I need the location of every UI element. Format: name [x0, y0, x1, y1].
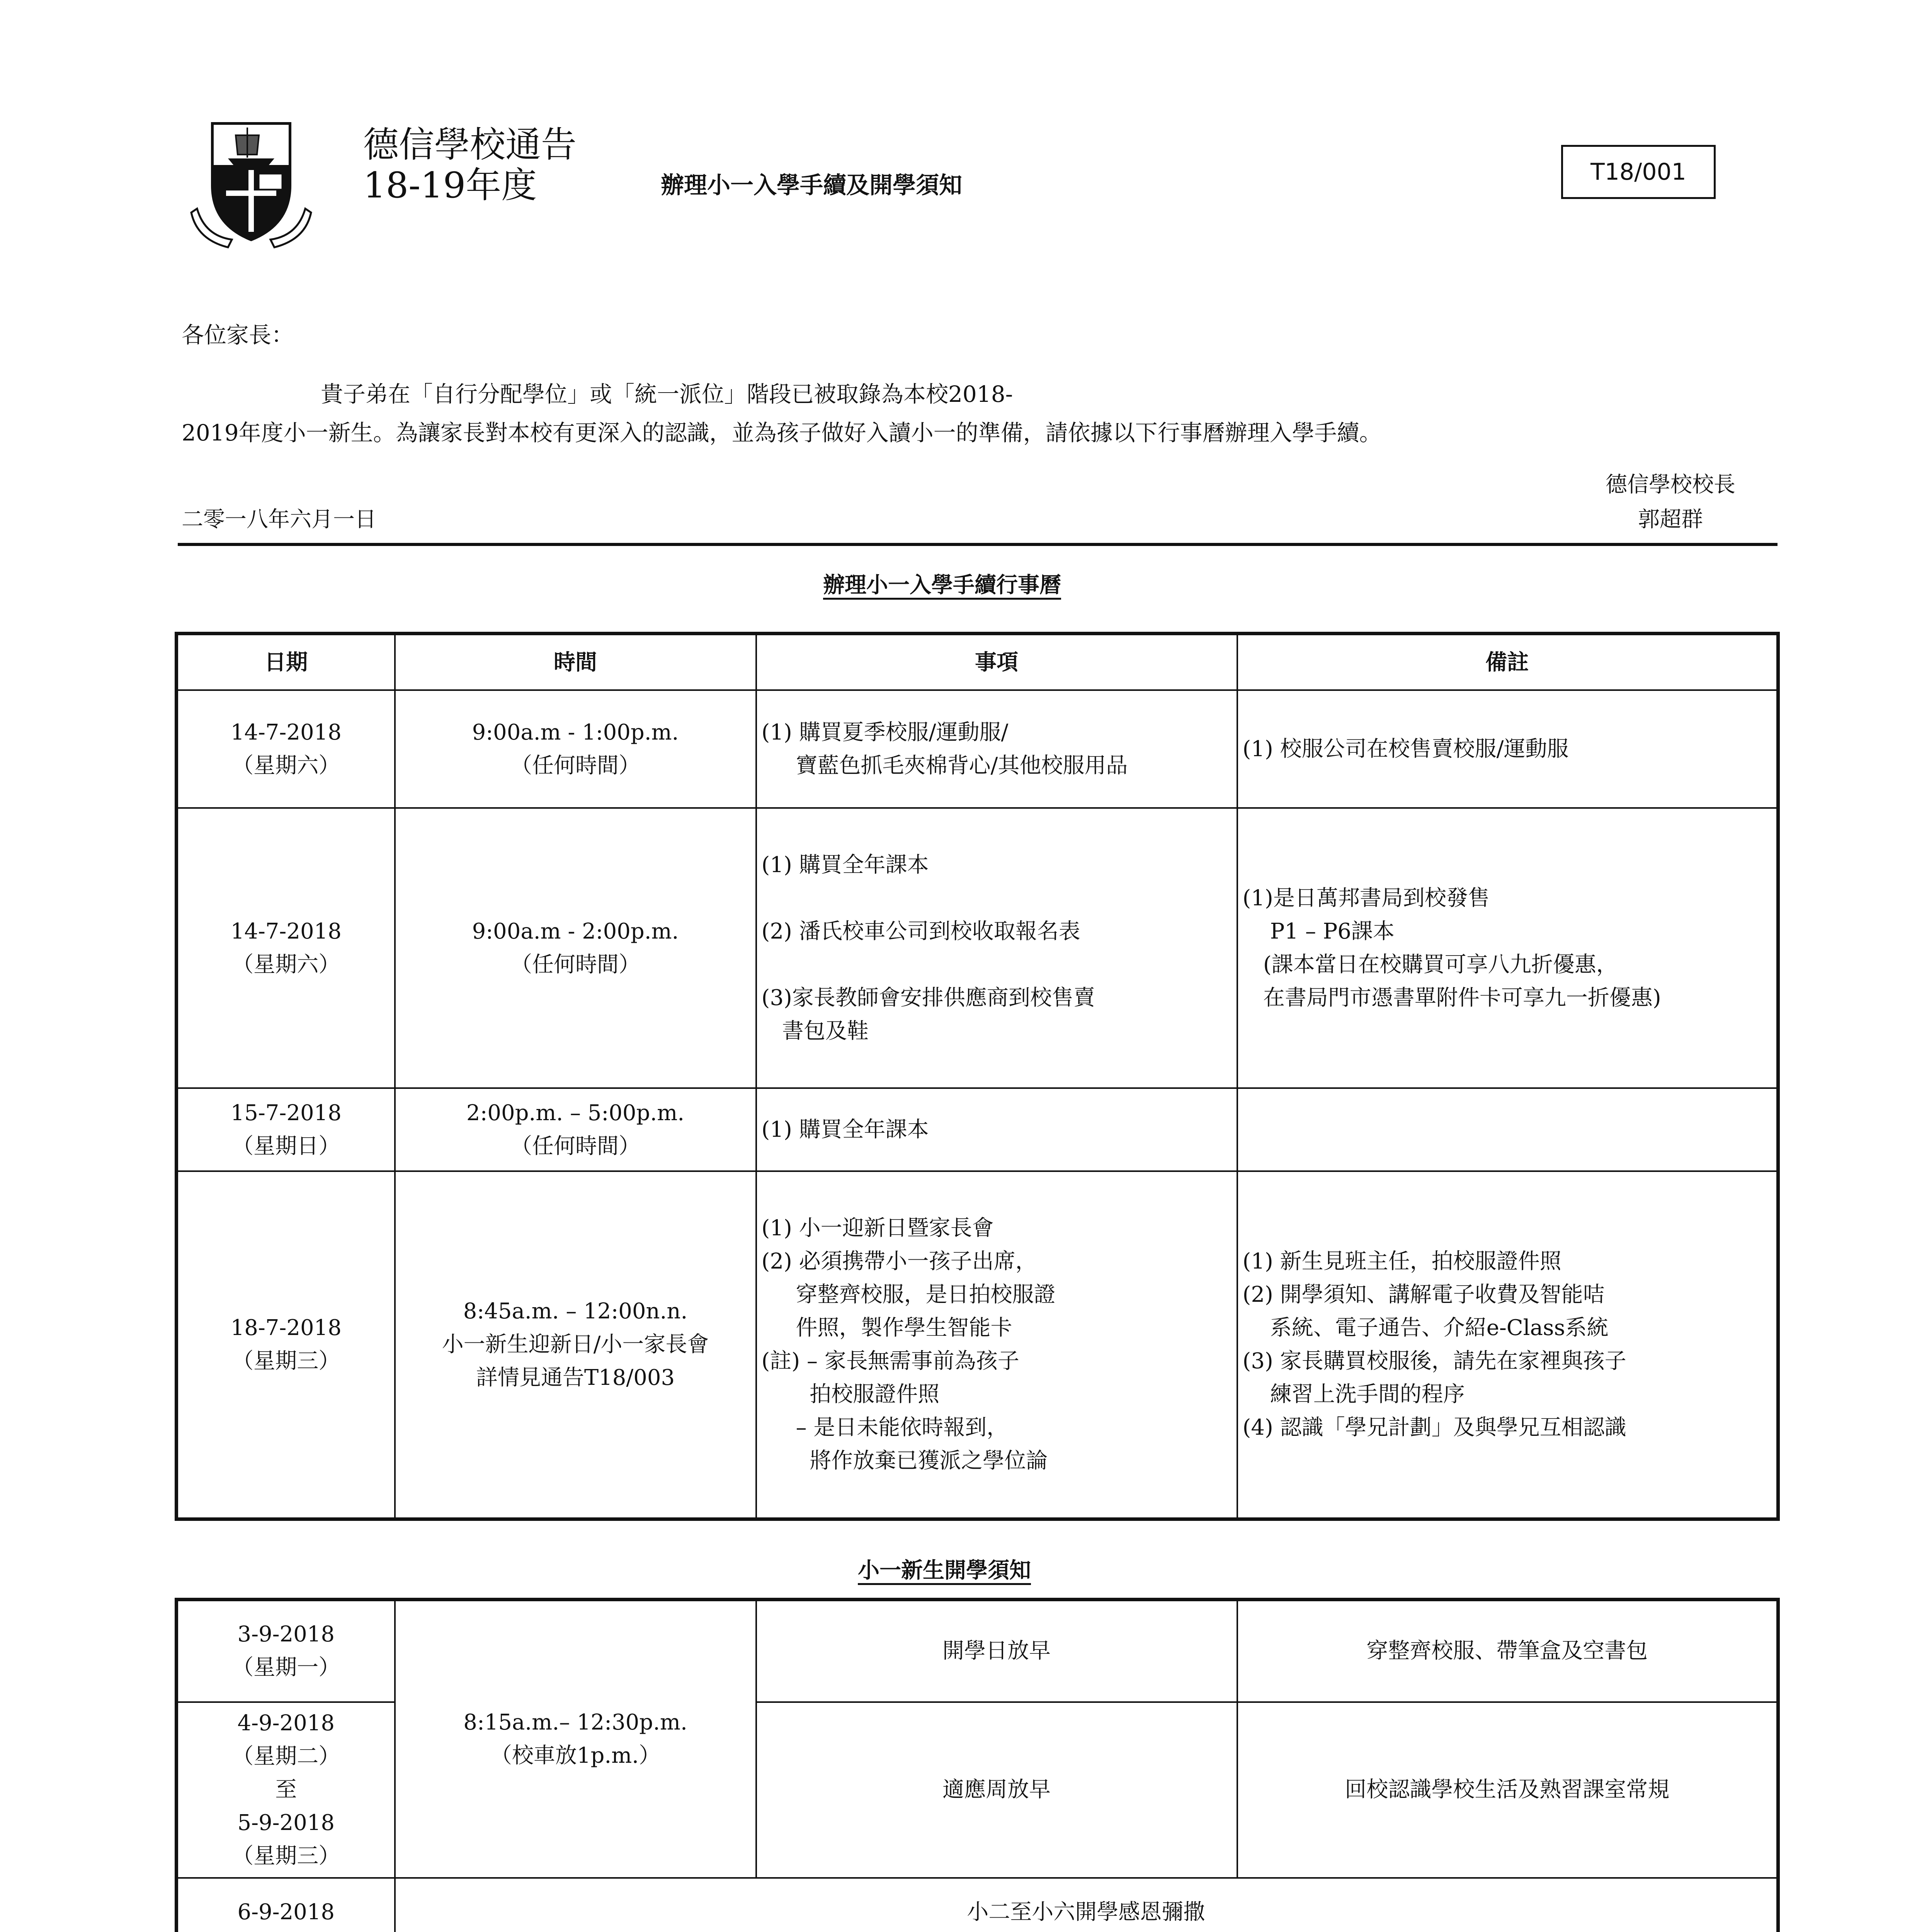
cell-line: (4) 認識「學兄計劃」及與學兄互相認識: [1242, 1415, 1626, 1440]
merged-cell: [395, 1878, 1778, 1932]
cell-line: 系統、電子通告、介紹e-Class系統: [1242, 1315, 1609, 1340]
school-name: 德信學校通告: [363, 124, 577, 165]
header-notes: 備註: [1237, 634, 1778, 690]
cell-line: (2) 開學須知、講解電子收費及智能咭: [1242, 1282, 1605, 1307]
notice-title: 辦理小一入學手續及開學須知: [661, 172, 962, 199]
cell-line: (2) 必須携帶小一孩子出席，: [761, 1248, 1037, 1274]
item-cell: 開學日放早: [756, 1600, 1237, 1702]
header-item: 事項: [756, 634, 1237, 690]
item-cell: [756, 1088, 1237, 1171]
cell-line: 4-9-2018: [237, 1711, 335, 1736]
table-row: [177, 1878, 1778, 1932]
table-header-row: [177, 634, 1778, 690]
signer-name: 郭超群: [1638, 507, 1703, 532]
date-cell: [177, 1600, 395, 1702]
cell-line: [396, 1929, 1777, 1932]
cell-line: 18-7-2018: [230, 1315, 342, 1340]
cell-line: 在書局門市憑書單附件卡可享九一折優惠): [1242, 985, 1661, 1010]
cell-line: P1 – P6課本: [1242, 918, 1395, 944]
notes-cell: 穿整齊校服、帶筆盒及空書包: [1237, 1600, 1778, 1702]
item-cell: [756, 808, 1237, 1088]
item-cell: [756, 1171, 1237, 1519]
time-cell: [395, 808, 756, 1088]
cell-line: （星期日）: [232, 1133, 340, 1159]
cell-line: （校車放1p.m.）: [490, 1743, 661, 1768]
cell-line: (3)家長教師會安排供應商到校售賣: [761, 985, 1095, 1010]
cell-line: (1) 新生見班主任，拍校服證件照: [1242, 1248, 1561, 1274]
cell-line: (1) 購買全年課本: [761, 1117, 929, 1142]
time-cell: [395, 690, 756, 808]
cell-line: 練習上洗手間的程序: [1242, 1381, 1465, 1407]
notes-cell: [1237, 690, 1778, 808]
cell-line: 將作放棄已獲派之學位論: [761, 1448, 1048, 1473]
cell-line: (課本當日在校購買可享八九折優惠，: [1242, 952, 1618, 977]
notes-cell: [1237, 1171, 1778, 1519]
cell-line: [178, 1929, 394, 1932]
notes-cell: 回校認識學校生活及熟習課室常規: [1237, 1702, 1778, 1878]
cell-line: 穿整齊校服，是日拍校服證: [761, 1282, 1056, 1307]
section-title-schedule: 辦理小一入學手續行事曆: [823, 572, 1061, 598]
item-cell: 適應周放早: [756, 1702, 1237, 1878]
cell-line: （星期一）: [232, 1655, 340, 1680]
time-cell: [395, 1600, 756, 1878]
cell-line: （任何時間）: [510, 753, 640, 778]
cell-line: 9:00a.m - 1:00p.m.: [472, 719, 679, 745]
table-row: [177, 1171, 1778, 1519]
cell-line: 14-7-2018: [230, 719, 342, 745]
school-start-table: [175, 1598, 1780, 1932]
school-year: 18-19年度: [363, 165, 537, 206]
cell-line: (1)是日萬邦書局到校發售: [1242, 885, 1490, 911]
header-time: 時間: [395, 634, 756, 690]
cell-line: （星期六）: [232, 952, 340, 977]
cell-line: 6-9-2018: [237, 1900, 335, 1925]
cell-line: (2) 潘氏校車公司到校收取報名表: [761, 918, 1080, 944]
notice-number: T18/001: [1590, 158, 1686, 185]
date-cell: [177, 1702, 395, 1878]
table-row: [177, 690, 1778, 808]
cell-line: （星期三）: [232, 1844, 340, 1869]
date-cell: [177, 1878, 395, 1932]
section-title-school-start: 小一新生開學須知: [858, 1558, 1031, 1583]
cell-line: 小一新生迎新日/小一家長會: [442, 1332, 709, 1357]
cell-line: （任何時間）: [510, 952, 640, 977]
notice-number-box: [1561, 145, 1716, 199]
cell-line: – 是日未能依時報到，: [761, 1415, 1009, 1440]
cell-line: 8:15a.m.– 12:30p.m.: [463, 1709, 687, 1735]
time-cell: [395, 1088, 756, 1171]
cell-line: 9:00a.m - 2:00p.m.: [472, 918, 679, 944]
date-cell: [177, 808, 395, 1088]
cell-line: (1) 校服公司在校售賣校服/運動服: [1242, 736, 1569, 762]
signature-block: [1606, 468, 1735, 537]
enrolment-schedule-table: [175, 632, 1780, 1521]
cell-line: (1) 購買全年課本: [761, 852, 929, 878]
cell-line: (3) 家長購買校服後，請先在家裡與孩子: [1242, 1348, 1626, 1374]
time-cell: [395, 1171, 756, 1519]
table-row: [177, 808, 1778, 1088]
divider: [178, 543, 1778, 546]
cell-line: 書包及鞋: [761, 1018, 869, 1044]
cell-line: 2:00p.m. – 5:00p.m.: [466, 1100, 685, 1126]
paragraph-line: 2019年度小一新生。為讓家長對本校有更深入的認識，並為孩子做好入讀小一的準備，請依據以下行事曆辦理入學手續。: [182, 420, 1382, 446]
cell-line: (1) 購買夏季校服/運動服/: [761, 719, 1009, 745]
paragraph-line: 貴子弟在「自行分配學位」或「統一派位」階段已被取錄為本校2018-: [321, 381, 1013, 407]
salutation: 各位家長：: [182, 322, 294, 348]
date-cell: [177, 690, 395, 808]
cell-line: 詳情見通告T18/003: [476, 1365, 675, 1390]
signer-title: 德信學校校長: [1606, 472, 1735, 497]
table-row: [177, 1088, 1778, 1171]
item-cell: [756, 690, 1237, 808]
cell-line: [762, 948, 1237, 981]
school-crest-logo: [189, 112, 313, 251]
cell-line: （星期二）: [232, 1744, 340, 1769]
cell-line: 8:45a.m. – 12:00n.n.: [463, 1298, 688, 1324]
cell-line: 拍校服證件照: [761, 1381, 940, 1407]
cell-line: （星期六）: [232, 753, 340, 778]
cell-line: 寶藍色抓毛夾棉背心/其他校服用品: [761, 753, 1128, 778]
notes-cell: [1237, 1088, 1778, 1171]
notes-cell: [1237, 808, 1778, 1088]
date-cell: [177, 1171, 395, 1519]
cell-line: 3-9-2018: [237, 1622, 335, 1647]
cell-line: 14-7-2018: [230, 918, 342, 944]
cell-line: 至: [275, 1777, 297, 1802]
cell-line: 5-9-2018: [237, 1810, 335, 1835]
cell-line: 件照，製作學生智能卡: [761, 1315, 1012, 1340]
cell-line: [762, 882, 1237, 915]
cell-line: （任何時間）: [510, 1133, 640, 1159]
cell-line: 15-7-2018: [230, 1100, 342, 1126]
table-row: [177, 1600, 1778, 1702]
cell-line: 小二至小六開學感恩彌撒: [967, 1900, 1205, 1925]
letter-paragraph: [182, 375, 1805, 452]
cell-line: (註) – 家長無需事前為孩子: [761, 1348, 1019, 1374]
cell-line: (1) 小一迎新日暨家長會: [761, 1215, 994, 1241]
letter-date: 二零一八年六月一日: [182, 507, 376, 532]
cell-line: （星期三）: [232, 1348, 340, 1374]
header-date: 日期: [177, 634, 395, 690]
date-cell: [177, 1088, 395, 1171]
